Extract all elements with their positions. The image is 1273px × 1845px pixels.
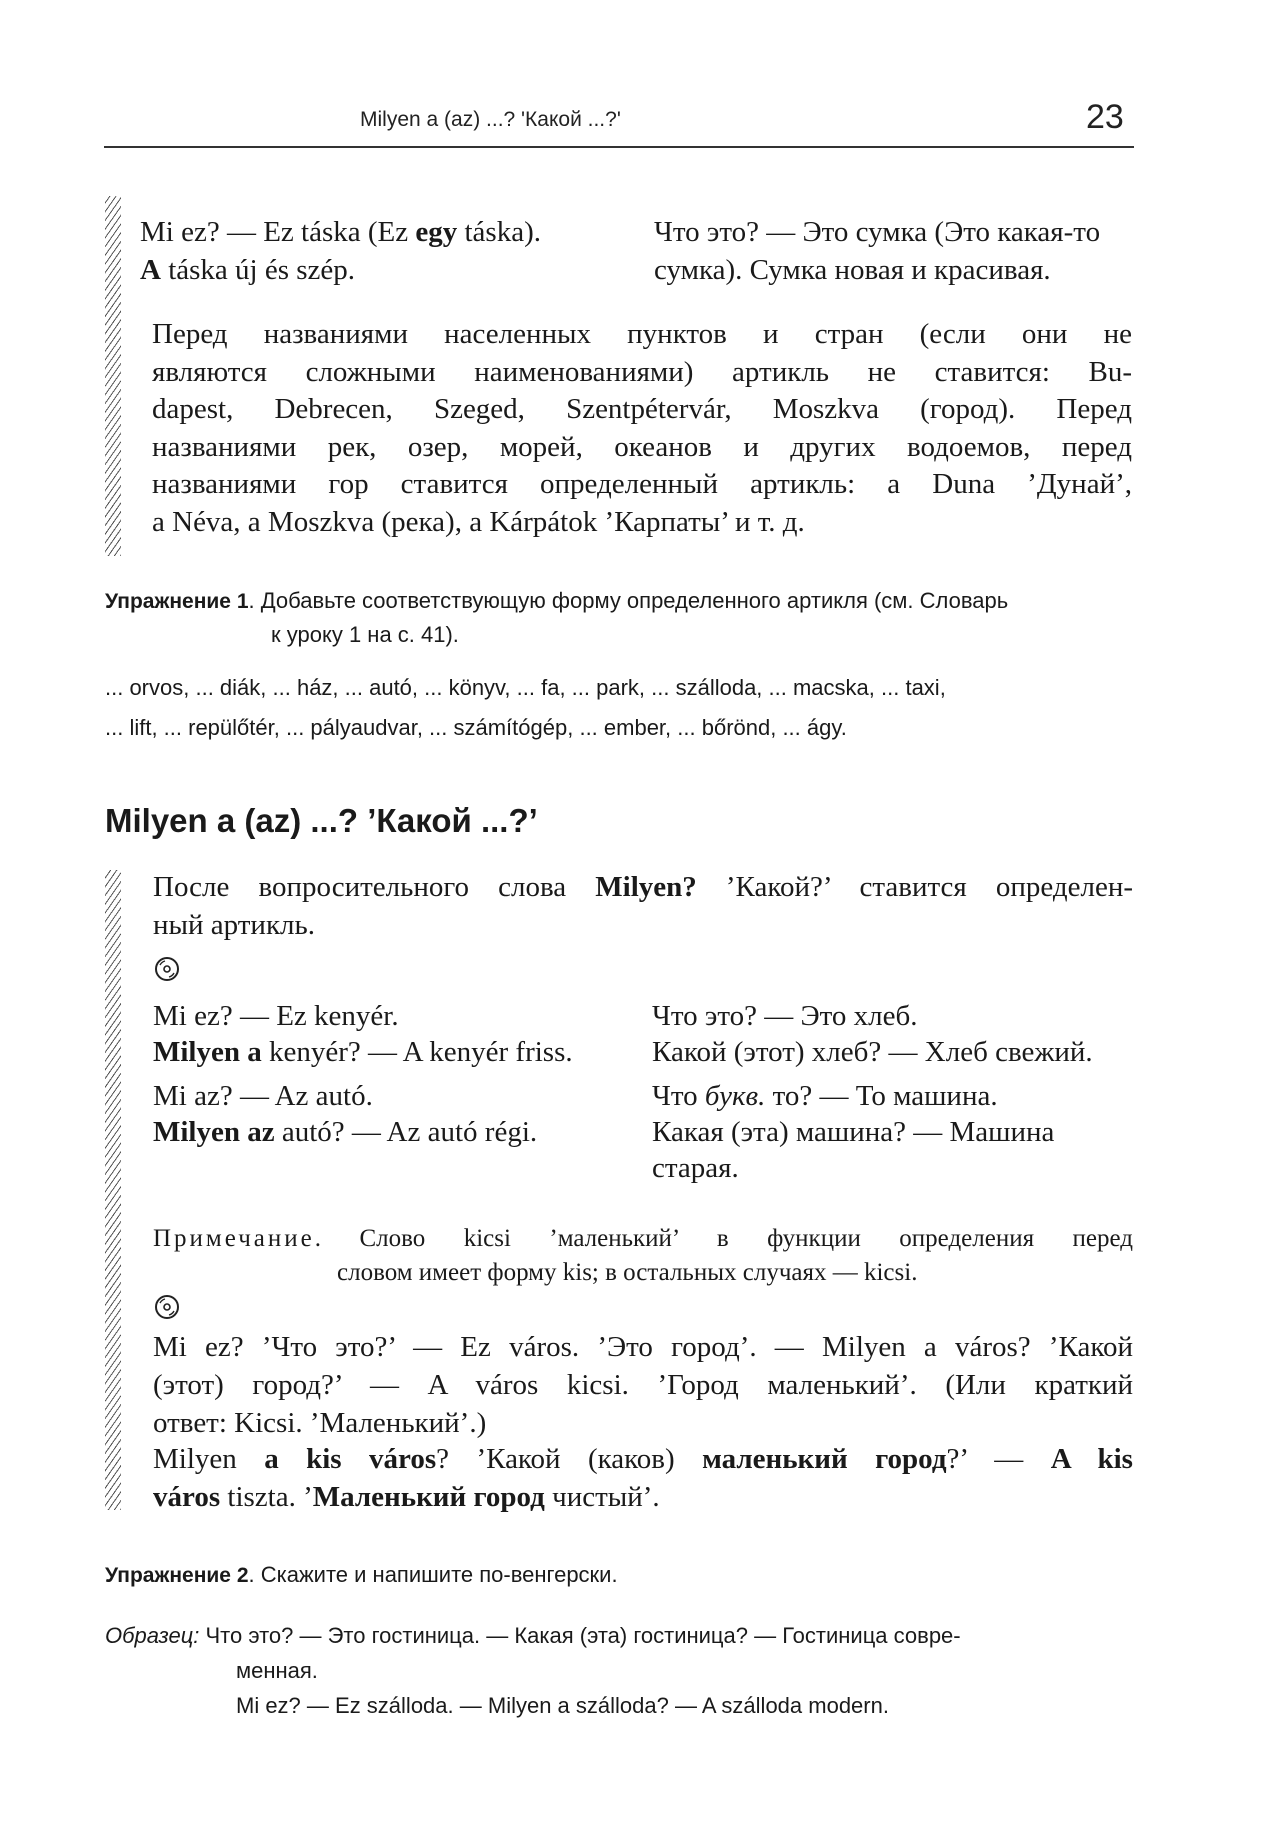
margin-hatch-2 [105,870,121,1510]
example-hu-line-1: Mi ez? — Ez táska (Ez egy táska). [140,216,541,248]
example-ru-line-1: Что это? — Это сумка (Это какая-то [654,216,1101,248]
page-number: 23 [1086,98,1124,136]
pair-4-hu: Milyen az autó? — Az autó régi. [153,1116,538,1148]
exercise-2-instruction: Упражнение 2. Скажите и напишите по-венгерски. [105,1562,618,1587]
article-rule-paragraph: Перед названиями населенных пунктов и стран (если они не являются сложными наименованиями) артикль не ставится: Bu- dapest, Debrecen, Szeged, Szentpétervár, Moszkva (город). Перед названиями рек, озер, морей, океанов и других водоемов, перед названиями гор ставится определенный артикль: a Duna ’Дунай’, a Néva, a Moszkva (река), a Kárpátok ’Карпаты’ и т. д. [152,318,1132,538]
margin-hatch-1 [105,196,121,556]
header-rule [104,146,1134,148]
example-hu-line-2: A táska új és szép. [140,254,356,286]
example-ru-line-2: сумка). Сумка новая и красивая. [654,254,1051,286]
pair-4-ru: Какая (эта) машина? — Машина [652,1116,1055,1148]
kicsi-example: Mi ez? ’Что это?’ — Ez város. ’Это город’. — Milyen a város? ’Какой (этот) город?’ — A város kicsi. ’Город маленький’. (Или краткий ответ: Kicsi. ’Маленький’.) [153,1331,1133,1439]
kis-example: Milyen a kis város? ’Какой (каков) маленький город?’ — A kis város tiszta. ’Маленький город чистый’. [153,1443,1133,1513]
milyen-rule: После вопросительного слова Milyen? ’Какой?’ ставится определен- ный артикль. [153,871,1133,941]
exercise-1-instruction: Упражнение 1. Добавьте соответствующую форму определенного артикля (см. Словарь к уроку 1 на с. 41). [105,588,1009,647]
note-block: Примечание. Слово kicsi ’маленький’ в функции определения перед словом имеет форму kis; в остальных случаях — kicsi. [153,1225,1133,1286]
audio-disc-icon[interactable] [154,956,180,982]
section-heading: Milyen a (az) ...? ’Какой ...?’ [105,802,538,839]
pair-2-ru: Какой (этот) хлеб? — Хлеб свежий. [652,1036,1093,1068]
pair-3-ru: Что букв. то? — То машина. [652,1080,998,1112]
pair-2-hu: Milyen a kenyér? — A kenyér friss. [153,1036,573,1068]
audio-disc-icon[interactable] [154,1294,180,1320]
pair-3-hu: Mi az? — Az autó. [153,1080,373,1112]
exercise-1-words: ... orvos, ... diák, ... ház, ... autó, ... könyv, ... fa, ... park, ... szálloda, ... macska, ... taxi, ... lift, ... repülőtér, ... pályaudvar, ... számítógép, ... ember, ... bőrönd, ... ágy. [105,675,946,740]
exercise-2-sample: Образец: Что это? — Это гостиница. — Какая (эта) гостиница? — Гостиница совре- менная. Mi ez? — Ez szálloda. — Milyen a szálloda? — A szálloda modern. [105,1623,961,1718]
pair-1-hu: Mi ez? — Ez kenyér. [153,1000,399,1032]
pair-4-ru-cont: старая. [652,1152,739,1184]
running-title: Milyen a (az) ...? 'Какой ...?' [360,108,621,131]
pair-1-ru: Что это? — Это хлеб. [652,1000,918,1032]
